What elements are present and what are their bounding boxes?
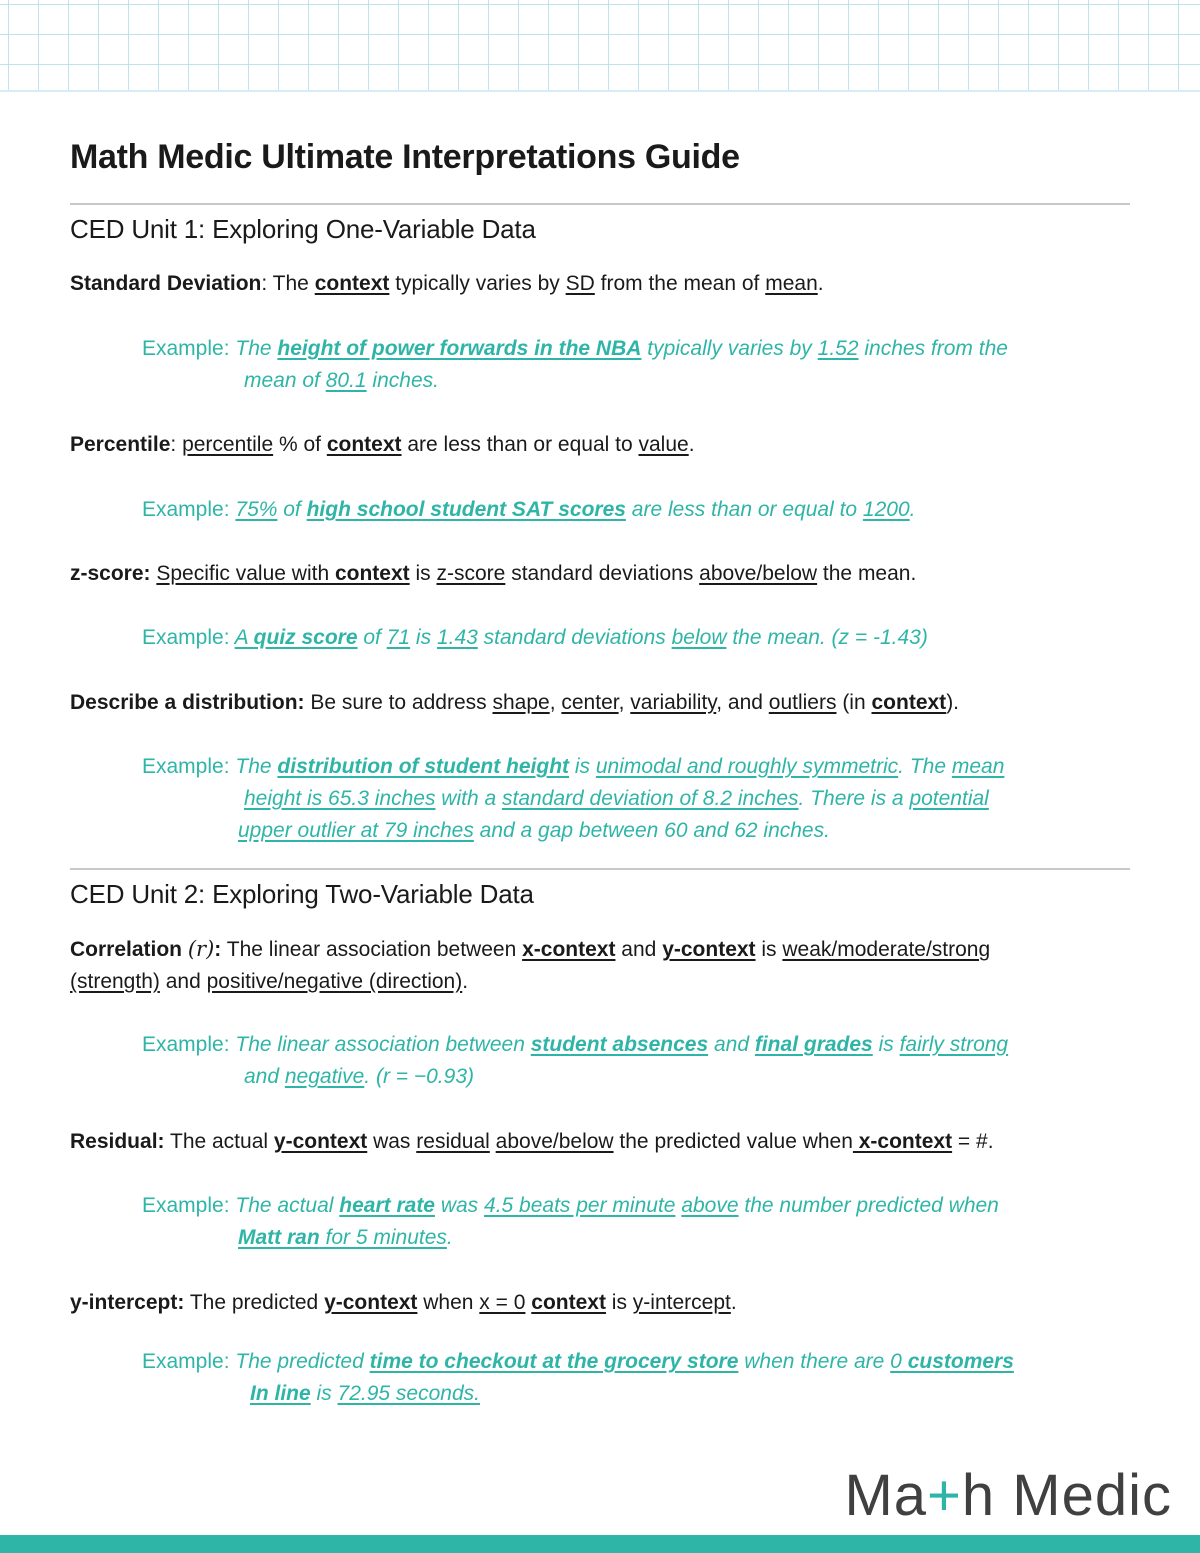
unit1-heading: CED Unit 1: Exploring One-Variable Data <box>70 214 536 244</box>
footer-accent-bar <box>0 1535 1200 1553</box>
graph-paper-header <box>0 0 1200 92</box>
zscore-term: z-score: <box>70 562 151 585</box>
zscore-example: Example: A quiz score of 71 is 1.43 standard deviations below the mean. (z = -1.43) <box>142 626 928 649</box>
percentile-term: Percentile <box>70 433 171 456</box>
distribution-example: Example: The distribution of student height is unimodal and roughly symmetric. The mean height is 65.3 inches with a standard deviation of 8.2 inches. There is a potential upper outlier at 79 inches and a gap between 60 and 62 inches. <box>142 755 1005 842</box>
correlation-example: Example: The linear association between student absences and final grades is fairly strong and negative. (r = −0.93) <box>142 1033 1009 1088</box>
percentile-example: Example: 75% of high school student SAT scores are less than or equal to 1200. <box>142 498 916 521</box>
sd-example: Example: The height of power forwards in the NBA typically varies by 1.52 inches from the mean of 80.1 inches. <box>142 337 1008 392</box>
residual-definition: Residual: The actual y-context was residual above/below the predicted value when x-context = #. <box>70 1130 994 1153</box>
zscore-definition: z-score: Specific value with context is z-score standard deviations above/below the mean. <box>70 562 917 585</box>
sd-definition: Standard Deviation: The context typically varies by SD from the mean of mean. <box>70 272 824 295</box>
yintercept-example: Example: The predicted time to checkout at the grocery store when there are 0 customers In line is 72.95 seconds. <box>142 1350 1014 1405</box>
residual-term: Residual: <box>70 1130 165 1153</box>
sd-term: Standard Deviation <box>70 272 262 295</box>
title-divider <box>70 203 1130 205</box>
correlation-term: Correlation (r): <box>70 937 222 961</box>
percentile-definition: Percentile: percentile % of context are less than or equal to value. <box>70 433 695 456</box>
math-medic-logo: Ma+h Medic <box>844 1463 1172 1528</box>
yintercept-term: y-intercept: <box>70 1291 185 1314</box>
residual-example: Example: The actual heart rate was 4.5 beats per minute above the number predicted when Matt ran for 5 minutes. <box>142 1194 999 1249</box>
distribution-term: Describe a distribution: <box>70 691 305 714</box>
unit-divider <box>70 868 1130 870</box>
correlation-definition: Correlation (r): The linear association between x-context and y-context is weak/moderate/strong (strength) and positive/negative (direction). <box>70 937 991 993</box>
page-title: Math Medic Ultimate Interpretations Guide <box>70 138 740 176</box>
yintercept-definition: y-intercept: The predicted y-context when x = 0 context is y-intercept. <box>70 1291 737 1314</box>
distribution-definition: Describe a distribution: Be sure to address shape, center, variability, and outliers (in context). <box>70 691 960 714</box>
unit2-heading: CED Unit 2: Exploring Two-Variable Data <box>70 879 534 909</box>
